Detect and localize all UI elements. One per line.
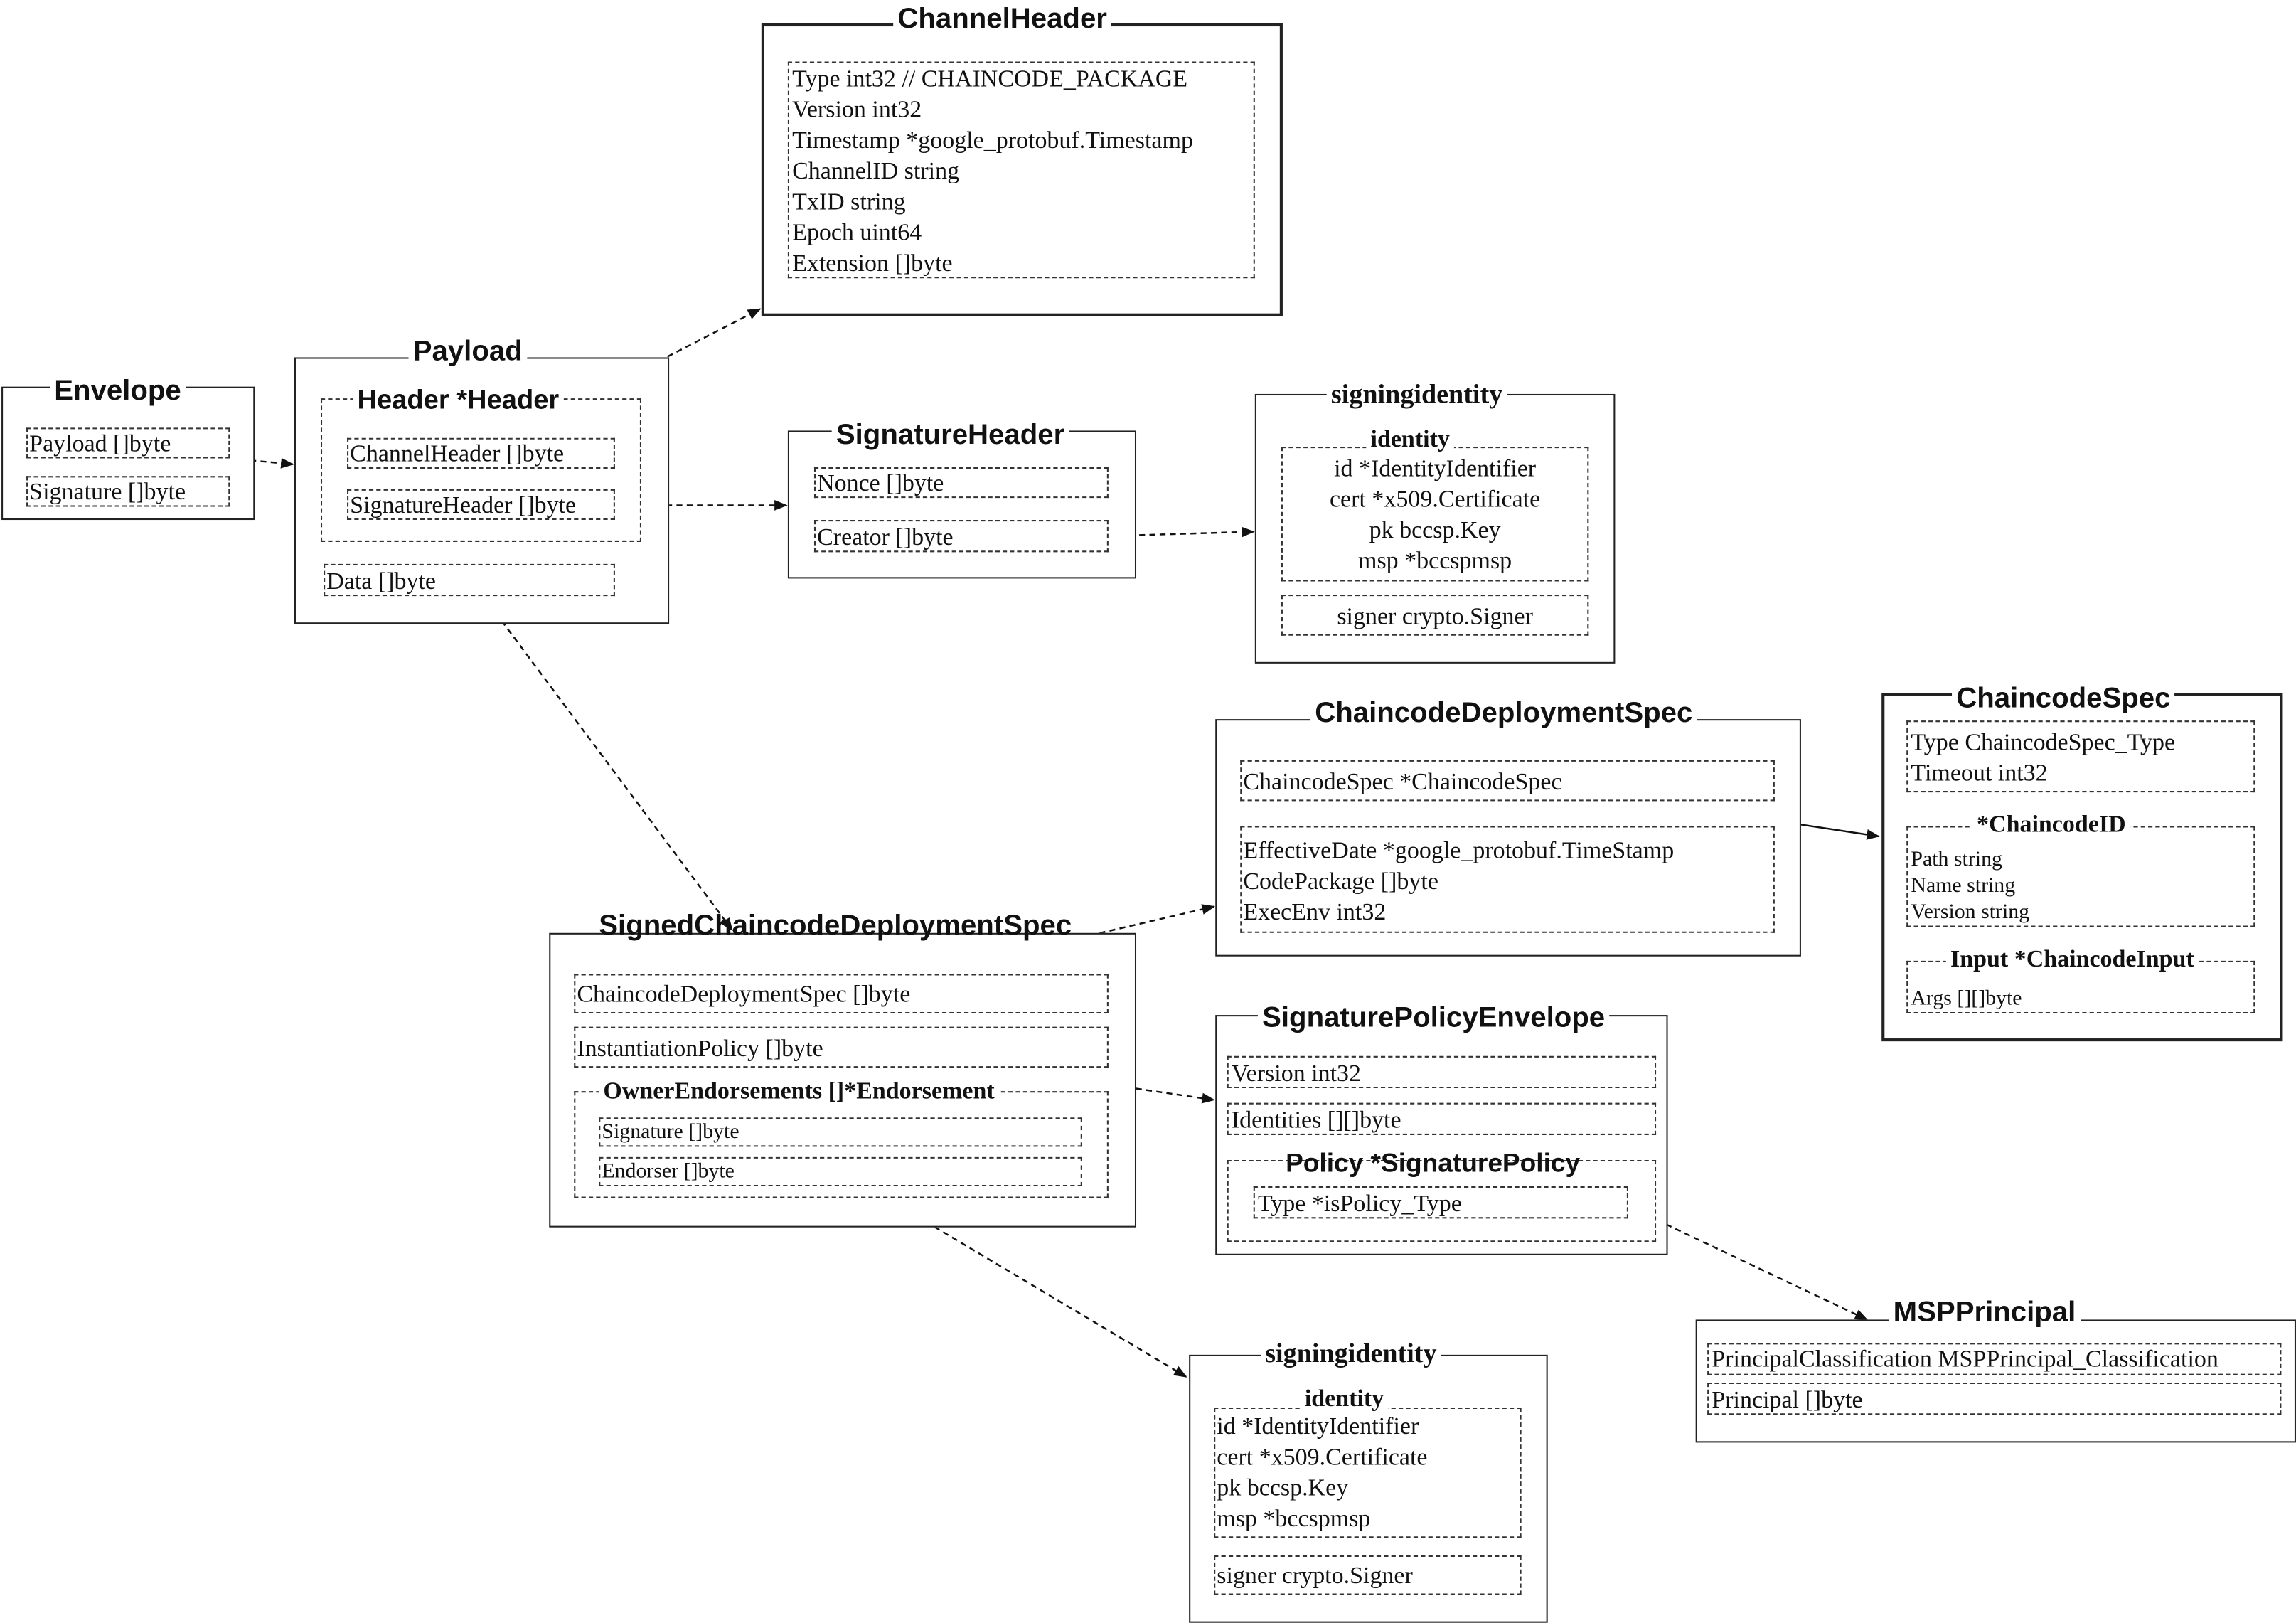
channelheader-field-extension: Extension []byte	[792, 249, 953, 277]
channelheader-field-type: Type int32 // CHAINCODE_PACKAGE	[792, 64, 1188, 92]
payload-field-data-text: Data []byte	[326, 566, 436, 595]
cds-field-execenv: ExecEnv int32	[1243, 898, 1387, 926]
signedcds-field-instantiationpolicy-text: InstantiationPolicy []byte	[577, 1033, 823, 1062]
signingidentity-top-identity-title: identity	[1366, 426, 1454, 452]
channelheader-field-version: Version int32	[792, 95, 922, 123]
cds-field-codepackage: CodePackage []byte	[1243, 867, 1438, 895]
cds-field-effectivedate: EffectiveDate *google_protobuf.TimeStamp	[1243, 836, 1675, 864]
cds-field-chaincodespec-text: ChaincodeSpec *ChaincodeSpec	[1243, 767, 1562, 796]
signatureheader-box	[788, 430, 1136, 578]
signedcds-title: SignedChaincodeDeploymentSpec	[599, 909, 1072, 942]
signingidentity-bottom-field-pk: pk bccsp.Key	[1217, 1473, 1349, 1501]
signatureheader-field-nonce-text: Nonce []byte	[817, 468, 944, 497]
channelheader-field-txid: TxID string	[792, 187, 906, 215]
signingidentity-bottom-identity-title: identity	[1301, 1385, 1389, 1412]
signingidentity-top-signer: signer crypto.Signer	[1337, 602, 1533, 630]
ownerendorsements-title: OwnerEndorsements []*Endorsement	[599, 1078, 999, 1105]
signingidentity-top-field-pk: pk bccsp.Key	[1369, 515, 1501, 544]
signingidentity-top-title: signingidentity	[1327, 381, 1507, 410]
signingidentity-bottom-title: signingidentity	[1261, 1340, 1441, 1369]
mspprincipal-field-principal-text: Principal []byte	[1712, 1385, 1863, 1414]
chaincodespec-title: ChaincodeSpec	[1952, 684, 2175, 713]
policy-field-type-text: Type *isPolicy_Type	[1257, 1189, 1462, 1218]
signaturepolicyenvelope-title: SignaturePolicyEnvelope	[1258, 1004, 1609, 1033]
header-group	[321, 398, 641, 542]
payload-field-signatureheader-text: SignatureHeader []byte	[350, 490, 577, 518]
signingidentity-top-field-msp: msp *bccspmsp	[1358, 546, 1512, 575]
signatureheader-title: SignatureHeader	[832, 420, 1069, 449]
mspprincipal-box	[1696, 1319, 2296, 1442]
chaincodeinput-title: Input *ChaincodeInput	[1946, 946, 2199, 972]
chaincodeid-field-name: Name string	[1911, 874, 2016, 898]
mspprincipal-field-classification-text: PrincipalClassification MSPPrincipal_Classification	[1712, 1344, 2218, 1373]
signingidentity-top-field-cert: cert *x509.Certificate	[1329, 484, 1541, 513]
envelope-field-payload-text: Payload []byte	[29, 429, 171, 457]
policy-title: Policy *SignaturePolicy	[1286, 1148, 1581, 1178]
chaincodeid-title: *ChaincodeID	[1972, 812, 2130, 838]
channelheader-title: ChannelHeader	[893, 4, 1111, 33]
signingidentity-top-field-id: id *IdentityIdentifier	[1334, 454, 1537, 482]
chaincodeid-field-version: Version string	[1911, 900, 2030, 925]
signedcds-field-cds-text: ChaincodeDeploymentSpec []byte	[577, 979, 911, 1008]
mspprincipal-title: MSPPrincipal	[1889, 1298, 2080, 1327]
channelheader-field-channelid: ChannelID string	[792, 156, 960, 185]
endorsement-field-signature-text: Signature []byte	[602, 1120, 739, 1144]
envelope-field-signature-text: Signature []byte	[29, 477, 186, 506]
channelheader-field-timestamp: Timestamp *google_protobuf.Timestamp	[792, 126, 1193, 154]
chaincodespec-field-timeout: Timeout int32	[1911, 758, 2048, 787]
signingidentity-bottom-field-msp: msp *bccspmsp	[1217, 1504, 1371, 1533]
signingidentity-bottom-field-cert: cert *x509.Certificate	[1217, 1442, 1428, 1471]
spe-field-identities-text: Identities [][]byte	[1231, 1105, 1401, 1134]
chaincodeid-field-path: Path string	[1911, 848, 2002, 872]
envelope-title: Envelope	[50, 376, 186, 405]
chaincodeinput-field-args: Args [][]byte	[1911, 986, 2022, 1011]
signingidentity-bottom-field-id: id *IdentityIdentifier	[1217, 1412, 1419, 1440]
signatureheader-field-creator-text: Creator []byte	[817, 523, 954, 551]
cds-title: ChaincodeDeploymentSpec	[1310, 698, 1697, 728]
arrow-data-signedcds	[484, 596, 732, 930]
header-group-title: Header *Header	[353, 385, 563, 415]
signingidentity-bottom-signer: signer crypto.Signer	[1217, 1561, 1413, 1590]
spe-field-version-text: Version int32	[1231, 1058, 1362, 1087]
payload-field-channelheader-text: ChannelHeader []byte	[350, 439, 565, 467]
payload-title: Payload	[409, 337, 527, 366]
channelheader-field-epoch: Epoch uint64	[792, 218, 922, 246]
chaincodespec-field-type: Type ChaincodeSpec_Type	[1911, 728, 2176, 756]
endorsement-field-endorser-text: Endorser []byte	[602, 1159, 735, 1183]
